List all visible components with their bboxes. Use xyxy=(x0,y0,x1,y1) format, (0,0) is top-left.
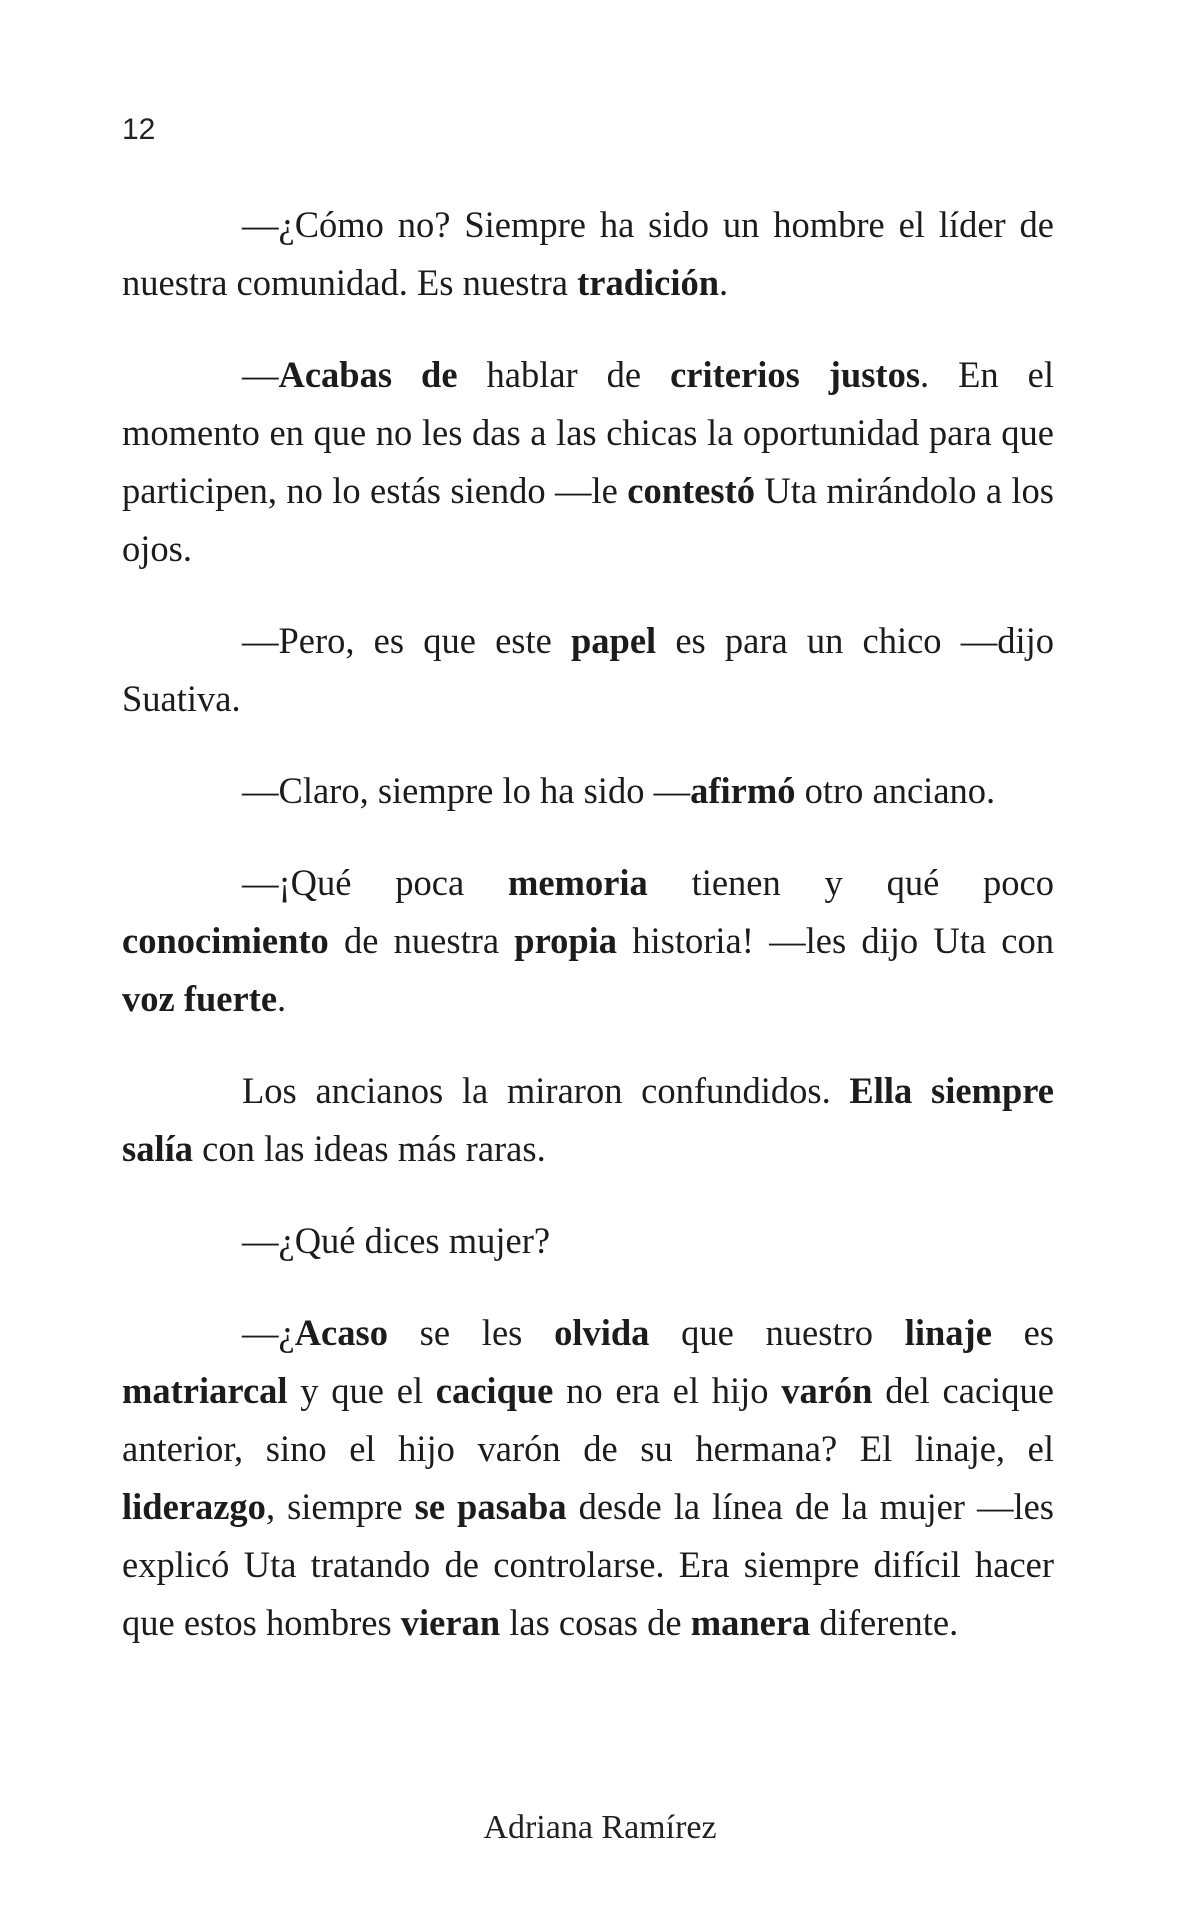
bold-text: papel xyxy=(571,620,657,661)
bold-text: Acaso xyxy=(294,1312,388,1353)
text-run: otro anciano. xyxy=(795,770,996,811)
paragraph xyxy=(122,854,1054,1028)
bold-text: liderazgo xyxy=(122,1486,266,1527)
text-run: Los ancianos la miraron confundidos. xyxy=(242,1070,850,1111)
bold-text: cacique xyxy=(435,1370,554,1411)
text-run: —Pero, es que este xyxy=(242,620,571,661)
text-run: se les xyxy=(387,1312,555,1353)
text-run: que nuestro xyxy=(649,1312,905,1353)
paragraph xyxy=(122,1212,1054,1270)
bold-text: varón xyxy=(781,1370,873,1411)
text-run: con las ideas más raras. xyxy=(193,1128,546,1169)
text-run: del cacique anterior, sino el hijo varón de su hermana? El linaje, el xyxy=(122,1370,1054,1469)
text-run: tienen y qué poco xyxy=(647,862,1054,903)
paragraph xyxy=(122,1062,1054,1178)
bold-text: memoria xyxy=(507,862,648,903)
bold-text: contestó xyxy=(627,470,755,511)
text-run: . xyxy=(277,978,287,1019)
bold-text: voz fuerte xyxy=(122,978,278,1019)
text-run: desde la línea de la mujer —les explicó Uta tratando de controlarse. Era siempre difícil hacer que estos hombres xyxy=(122,1486,1054,1643)
bold-text: vieran xyxy=(400,1602,501,1643)
paragraph xyxy=(122,196,1054,312)
bold-text: afirmó xyxy=(690,770,796,811)
bold-text: Acabas de xyxy=(278,354,458,395)
bold-text: criterios justos xyxy=(670,354,921,395)
paragraph xyxy=(122,346,1054,578)
text-run: , siempre xyxy=(265,1486,415,1527)
text-run: . En el momento en que no les das a las chicas la oportunidad para que participen, no lo estás siendo —le xyxy=(122,354,1054,511)
text-run: —¿Qué dices mujer? xyxy=(242,1220,551,1261)
text-run: Uta mirándolo a los ojos. xyxy=(122,470,1054,569)
text-run: es para un chico —dijo Suativa. xyxy=(122,620,1054,719)
text-run: no era el hijo xyxy=(553,1370,782,1411)
text-run: de nuestra xyxy=(328,920,515,961)
paragraph xyxy=(122,612,1054,728)
text-run: —Claro, siempre lo ha sido — xyxy=(242,770,691,811)
paragraph xyxy=(122,762,1054,820)
paragraph xyxy=(122,1304,1054,1652)
bold-text: propia xyxy=(514,920,618,961)
text-run: hablar de xyxy=(457,354,671,395)
text-run: — xyxy=(242,354,279,395)
bold-text: Ella siempre salía xyxy=(122,1070,1054,1169)
footer-author: Adriana Ramírez xyxy=(483,1809,717,1846)
body-text xyxy=(122,196,1054,1686)
bold-text: conocimiento xyxy=(122,920,329,961)
text-run: las cosas de xyxy=(500,1602,691,1643)
text-run: diferente. xyxy=(810,1602,959,1643)
text-run: y que el xyxy=(287,1370,436,1411)
bold-text: manera xyxy=(690,1602,811,1643)
bold-text: linaje xyxy=(904,1312,992,1353)
bold-text: matriarcal xyxy=(122,1370,288,1411)
bold-text: se pasaba xyxy=(414,1486,567,1527)
bold-text: olvida xyxy=(554,1312,650,1353)
text-run: —¡Qué poca xyxy=(242,862,508,903)
text-run: es xyxy=(991,1312,1055,1353)
text-run: —¿Cómo no? Siempre ha sido un hombre el líder de nuestra comunidad. Es nuestra xyxy=(122,204,1054,303)
page-number: 12 xyxy=(122,113,156,146)
text-run: —¿ xyxy=(242,1312,295,1353)
text-run: . xyxy=(719,262,729,303)
text-run: historia! —les dijo Uta con xyxy=(617,920,1054,961)
bold-text: tradición xyxy=(577,262,720,303)
